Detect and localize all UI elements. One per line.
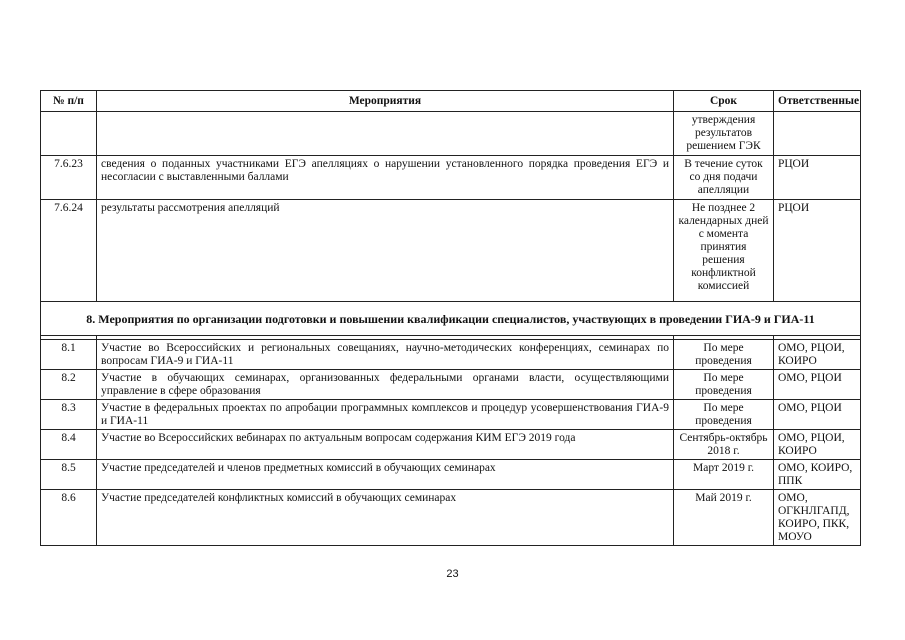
header-activity: Мероприятия (97, 91, 674, 112)
row-term: Май 2019 г. (674, 490, 774, 546)
row-num: 8.4 (41, 430, 97, 460)
row-responsible: ОМО, КОИРО, ППК (774, 460, 861, 490)
row-term: По мере проведения (674, 400, 774, 430)
row-term: В течение суток со дня подачи апелляции (674, 156, 774, 200)
row-num: 8.1 (41, 340, 97, 370)
row-num (41, 112, 97, 156)
table-header-row (41, 91, 861, 112)
header-num: № п/п (41, 91, 97, 112)
row-activity (97, 112, 674, 156)
row-term: Сентябрь-октябрь 2018 г. (674, 430, 774, 460)
header-term: Срок (674, 91, 774, 112)
row-responsible (774, 112, 861, 156)
row-responsible: ОМО, ОГКНЛГАПД, КОИРО, ПКК, МОУО (774, 490, 861, 546)
table-row (41, 112, 861, 156)
row-term: Не позднее 2 календарных дней с момента принятия решения конфликтной комиссией (674, 200, 774, 302)
row-term: Март 2019 г. (674, 460, 774, 490)
table-row (41, 490, 861, 546)
row-activity: Участие в обучающих семинарах, организованных федеральными органами власти, осуществляющими управление в сфере образования (97, 370, 674, 400)
table-row (41, 340, 861, 370)
row-num: 8.6 (41, 490, 97, 546)
row-num: 7.6.23 (41, 156, 97, 200)
row-term: По мере проведения (674, 370, 774, 400)
row-term: По мере проведения (674, 340, 774, 370)
row-responsible: ОМО, РЦОИ (774, 400, 861, 430)
row-activity: Участие во Всероссийских и региональных совещаниях, научно-методических конференциях, семинарах по вопросам ГИА-9 и ГИА-11 (97, 340, 674, 370)
row-num: 8.2 (41, 370, 97, 400)
row-term: утверждения результатов решением ГЭК (674, 112, 774, 156)
row-num: 8.3 (41, 400, 97, 430)
section-heading-row (41, 302, 861, 336)
row-activity: сведения о поданных участниками ЕГЭ апелляциях о нарушении установленного порядка проведения ЕГЭ и несогласии с выставленными баллами (97, 156, 674, 200)
row-activity: Участие председателей и членов предметных комиссий в обучающих семинарах (97, 460, 674, 490)
page-number: 23 (446, 568, 459, 580)
table-row (41, 400, 861, 430)
row-activity: результаты рассмотрения апелляций (97, 200, 674, 302)
row-responsible: ОМО, РЦОИ, КОИРО (774, 340, 861, 370)
table-row (41, 460, 861, 490)
row-responsible: ОМО, РЦОИ, КОИРО (774, 430, 861, 460)
row-activity: Участие председателей конфликтных комиссий в обучающих семинарах (97, 490, 674, 546)
row-responsible: РЦОИ (774, 200, 861, 302)
header-responsible: Ответственные (774, 91, 861, 112)
activities-table (40, 90, 861, 546)
row-num: 8.5 (41, 460, 97, 490)
row-activity: Участие в федеральных проектах по апробации программных комплексов и процедур усовершенствования ГИА-9 и ГИА-11 (97, 400, 674, 430)
table-row (41, 156, 861, 200)
row-activity: Участие во Всероссийских вебинарах по актуальным вопросам содержания КИМ ЕГЭ 2019 года (97, 430, 674, 460)
table-row (41, 430, 861, 460)
table-row (41, 200, 861, 302)
row-responsible: РЦОИ (774, 156, 861, 200)
row-responsible: ОМО, РЦОИ (774, 370, 861, 400)
row-num: 7.6.24 (41, 200, 97, 302)
section-title: 8. Мероприятия по организации подготовки и повышении квалификации специалистов, участвующих в проведении ГИА-9 и ГИА-11 (41, 302, 861, 336)
table-row (41, 370, 861, 400)
